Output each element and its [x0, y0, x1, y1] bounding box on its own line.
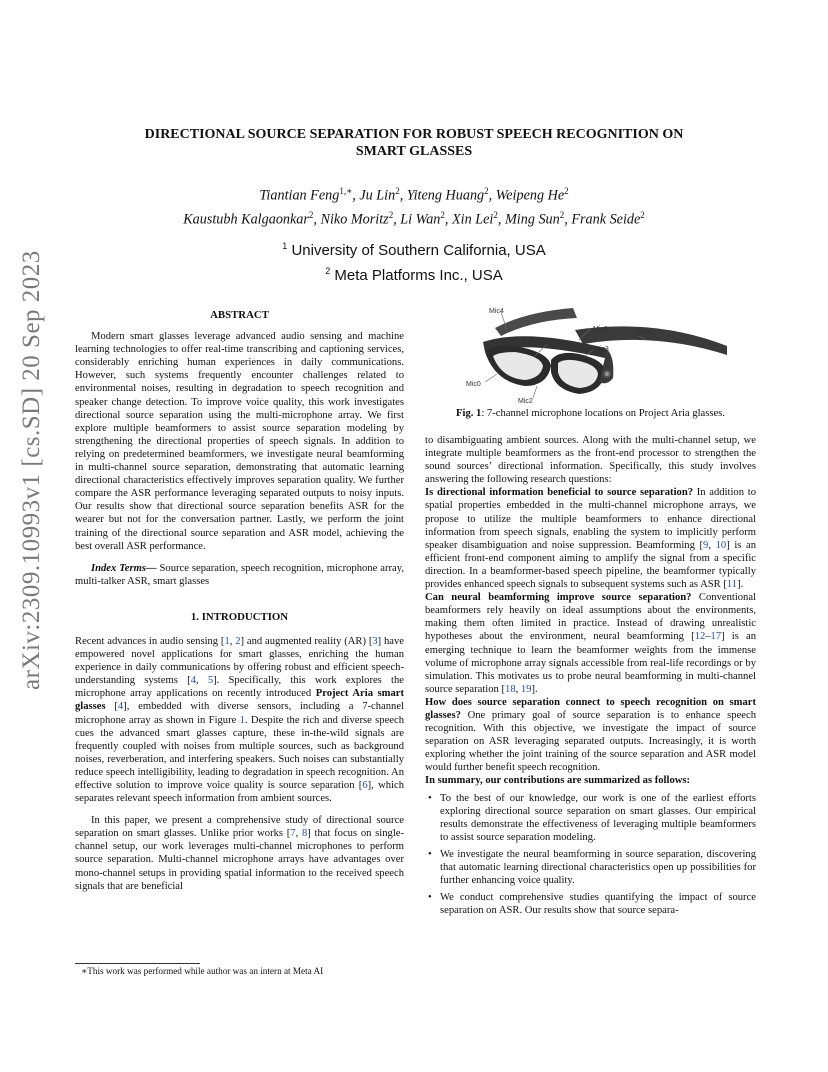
- text-run: ]. Specifically, this work explores the microphone array applications on recently introduced: [75, 675, 404, 700]
- citation-link[interactable]: 4: [190, 675, 196, 687]
- text-run: Recent advances in audio sensing [: [75, 635, 225, 647]
- text-run: ] and augmented reality (AR) [: [240, 635, 373, 647]
- author-name: Tiantian Feng: [259, 187, 340, 204]
- mic-label-2: Mic2: [518, 398, 533, 405]
- author-separator: ,: [564, 211, 572, 228]
- author-affiliation-marker: 2: [640, 209, 645, 220]
- contribution-item: • To the best of our knowledge, our work is one of the earliest efforts exploring directional source separation on smart glasses. Our empirical results demonstrate the effectiveness of leveraging multiple beamformers to assist source separation modeling.: [425, 792, 756, 844]
- text-run: ] have empowered novel applications for smart glasses, enriching the human experience in daily communications by offering robust and efficient speech-understanding systems [: [75, 635, 405, 687]
- citation-link[interactable]: 5: [207, 675, 214, 687]
- author-affiliation-marker: 2: [308, 209, 314, 220]
- author-name: Niko Moritz: [320, 211, 389, 228]
- affiliation-2-text: Meta Platforms Inc., USA: [334, 267, 503, 284]
- research-question-1: [425, 486, 756, 591]
- author-affiliation-marker: 2: [559, 209, 565, 220]
- citation-link[interactable]: 8: [301, 828, 308, 840]
- citation-link[interactable]: 2: [235, 635, 241, 647]
- abstract-text: Modern smart glasses leverage advanced audio sensing and machine learning technologies to offer real-time transcribing and captioning services, considerably enriching human experiences in daily communications. However, such systems frequently encounter challenges related to environmental noises, resulting in degradation to speech recognition and speaker change detection. To improve voice quality, this work investigates directional source separation using the multi-microphone array. We first explore multiple beamformers to assist source separation modeling by strengthening the directional properties of speech signals. In addition to relying on predetermined beamformers, we investigate neural beamforming in multi-channel source separation, demonstrating that automatic learning directional characteristics effectively improves separation quality. We further compare the ASR performance leveraging separated outputs to noisy inputs. Our results show that directional source separation benefits ASR for the wearer but not for the conversation partner. Lastly, we perform the joint training of the directional source separation and ASR model, achieving the best overall ASR performance.: [75, 331, 404, 552]
- research-question-2: [425, 591, 756, 696]
- author-affiliation-marker: 1,∗: [339, 186, 353, 196]
- text-run: ,: [195, 675, 208, 687]
- author-affiliation-marker: 2: [564, 186, 569, 196]
- affiliation-2-marker: 2: [325, 266, 331, 276]
- citation-link[interactable]: 10: [715, 539, 727, 551]
- affiliation-1: [90, 236, 738, 261]
- contributions-summary: In summary, our contributions are summarized as follows:: [425, 775, 691, 787]
- citation-link[interactable]: 12: [694, 631, 706, 643]
- author-name: Kaustubh Kalgaonkar: [183, 211, 309, 228]
- index-terms: [75, 562, 404, 588]
- author-line-2: [90, 206, 738, 230]
- contribution-item: • We conduct comprehensive studies quantifying the impact of source separation on ASR. Our results show that source separa-: [425, 891, 756, 917]
- author-affiliation-marker: 2: [395, 186, 400, 196]
- text-run: to disambiguating ambient sources. Along with the multi-channel setup, we integrate multiple beamformers as the front-end processor to strengthen the sound sources’ directional information. Specifically, this study involves answering the following research questions:: [425, 435, 756, 486]
- author-name: Ju Lin: [359, 187, 396, 204]
- author-separator: ,: [497, 211, 505, 228]
- affiliations: [90, 236, 738, 286]
- text-run: –: [705, 631, 711, 643]
- citation-link[interactable]: 19: [520, 683, 532, 695]
- abstract-heading: ABSTRACT: [210, 309, 269, 321]
- author-separator: ,: [488, 187, 496, 204]
- author-separator: ,: [399, 187, 407, 204]
- glasses-illustration: [455, 300, 735, 408]
- citation-link[interactable]: 7: [290, 828, 296, 840]
- text-run: ,: [515, 683, 521, 695]
- mic-label-0: Mic0: [466, 381, 481, 388]
- author-name: Weipeng He: [495, 187, 565, 204]
- citation-link[interactable]: 3: [372, 635, 378, 647]
- text-run: . Despite the rich and diverse speech cues the advanced smart glasses capture, these in-the-wild signals are frequently coupled with noises from multiple sources, such as background noises, reverberation, and interfering speakers. Such noises can substantially reduce speech intelligibility, leading to degradation in speech recognition. An effective solution to improve voice quality is source separation [: [75, 714, 404, 791]
- figure-1-label: Fig. 1: [456, 408, 482, 419]
- author-affiliation-marker: 2: [484, 186, 489, 196]
- text-run: In this paper, we present a comprehensive study of directional source separation on smart glasses. Unlike prior works [: [75, 815, 404, 840]
- citation-link[interactable]: 1: [224, 635, 230, 647]
- text-run: ].: [737, 579, 744, 591]
- mic-label-6: Mic6: [593, 326, 608, 333]
- mic-label-1: Mic1: [545, 341, 560, 348]
- right-paragraph-1: [425, 434, 756, 486]
- index-terms-text: Source separation, speech recognition, microphone array, multi-talker ASR, smart glasses: [75, 562, 404, 587]
- text-run: ,: [229, 635, 236, 647]
- author-affiliation-marker: 2: [388, 209, 394, 220]
- text-run: ,: [295, 828, 302, 840]
- author-list: [90, 182, 738, 229]
- bold-text: How does source separation connect to speech recognition on smart glasses?: [425, 696, 756, 721]
- author-separator: ,: [352, 187, 360, 204]
- introduction-heading: 1. INTRODUCTION: [190, 610, 289, 623]
- text-run: ,: [708, 539, 716, 551]
- footnote-rule: [75, 963, 200, 964]
- text-run: ] is an efficient front-end component aiming to amplify the signal from a specific direction. In a beamformer-based speech pipeline, the beamformer typically provides enhanced speech signals to subsequent systems such as ASR [: [425, 539, 757, 591]
- figure-1-glasses: [455, 300, 735, 408]
- author-line-1: [90, 182, 738, 206]
- citation-link[interactable]: 11: [726, 579, 738, 591]
- text-run: ], embedded with diverse sensors, including a 7-channel microphone array as shown in Figure: [75, 701, 404, 726]
- figure-1-caption-text: : 7-channel microphone locations on Project Aria glasses.: [481, 408, 725, 419]
- author-name: Ming Sun: [504, 211, 560, 228]
- text-run: ] is an emerging technique to learn the beamformer weights from the immense volume of microphone array signals accessible from real-life recordings or by simulation. This motivates us to probe neural beamforming in multi-channel source separation [: [425, 631, 756, 695]
- text-run: Conventional beamformers rely heavily on ideal assumptions about the environments, making them often limited in practice. Instead of drawing unrealistic hypotheses about the environment, neural beamforming [: [425, 592, 756, 643]
- bold-text: Can neural beamforming improve source separation?: [425, 592, 692, 604]
- bold-text: Is directional information beneficial to source separation?: [425, 487, 694, 499]
- text-run: ] that focus on single-channel setup, our work leverages multi-channel microphones to perform source separation. Multi-channel microphone arrays have advantages over mono-channel setups in providing spatial information to the received speech signals that are beneficial: [75, 828, 404, 892]
- paper-title: [90, 126, 738, 160]
- mic-label-5: Mic5: [637, 330, 652, 337]
- author-separator: ,: [393, 211, 401, 228]
- author-name: Frank Seide: [571, 211, 641, 228]
- text-run: ], which separates relevant speech information from ambient sources.: [75, 780, 405, 805]
- author-affiliation-marker: 2: [440, 209, 445, 220]
- footnote: ∗This work was performed while author was an intern at Meta AI: [81, 966, 324, 976]
- text-run: ].: [531, 683, 538, 695]
- figure-1-caption: [425, 408, 756, 419]
- author-name: Li Wan: [400, 211, 441, 228]
- intro-paragraph-2: [75, 814, 404, 893]
- mic-label-4: Mic4: [489, 308, 504, 315]
- author-name: Xin Lei: [451, 211, 494, 228]
- bold-text: Project Aria smart glasses: [75, 688, 404, 713]
- citation-link[interactable]: 9: [703, 539, 709, 551]
- research-question-3: [425, 696, 756, 775]
- affiliation-2: [90, 261, 738, 286]
- author-affiliation-marker: 2: [493, 209, 498, 220]
- right-column: [425, 434, 756, 921]
- contributions-list: [425, 792, 756, 918]
- index-terms-label: Index Terms—: [91, 562, 157, 574]
- citation-link[interactable]: 1: [239, 714, 245, 726]
- citation-link[interactable]: 4: [117, 701, 124, 713]
- author-separator: ,: [444, 211, 452, 228]
- author-name: Yiteng Huang: [406, 187, 485, 204]
- affiliation-1-marker: 1: [282, 241, 288, 251]
- contribution-item: • We investigate the neural beamforming in source separation, discovering that automatic learning directional characteristics open up possibilities for further enhancing voice quality.: [425, 848, 756, 887]
- author-separator: ,: [313, 211, 321, 228]
- title-line-2: SMART GLASSES: [355, 144, 473, 159]
- text-run: One primary goal of source separation is to enhance speech recognition. With this objective, we investigate the impact of source separation on ASR leveraging separated outputs. Increasingly, it is worth exploring whether the joint training of the source separation and ASR model would further benefit speech recognition.: [425, 709, 756, 774]
- left-column: [75, 309, 404, 893]
- citation-link[interactable]: 17: [710, 631, 722, 643]
- text-run: [: [105, 701, 118, 713]
- citation-link[interactable]: 6: [362, 780, 368, 791]
- affiliation-1-text: University of Southern California, USA: [291, 242, 546, 259]
- mic-label-3: Mic3: [594, 346, 609, 353]
- arxiv-identifier[interactable]: arXiv:2309.10993v1 [cs.SD] 20 Sep 2023: [18, 250, 45, 690]
- title-line-1: DIRECTIONAL SOURCE SEPARATION FOR ROBUST SPEECH RECOGNITION ON: [144, 127, 684, 142]
- intro-paragraph-1: [75, 635, 404, 805]
- citation-link[interactable]: 18: [505, 683, 516, 695]
- text-run: In addition to spatial properties embedded in the multi-channel microphone arrays, we propose to utilize the multiple beamformers to enhance directional information from speech signals, enabling the system to implicitly perform speaker disambiguation and noise suppression. Beamforming [: [425, 487, 757, 551]
